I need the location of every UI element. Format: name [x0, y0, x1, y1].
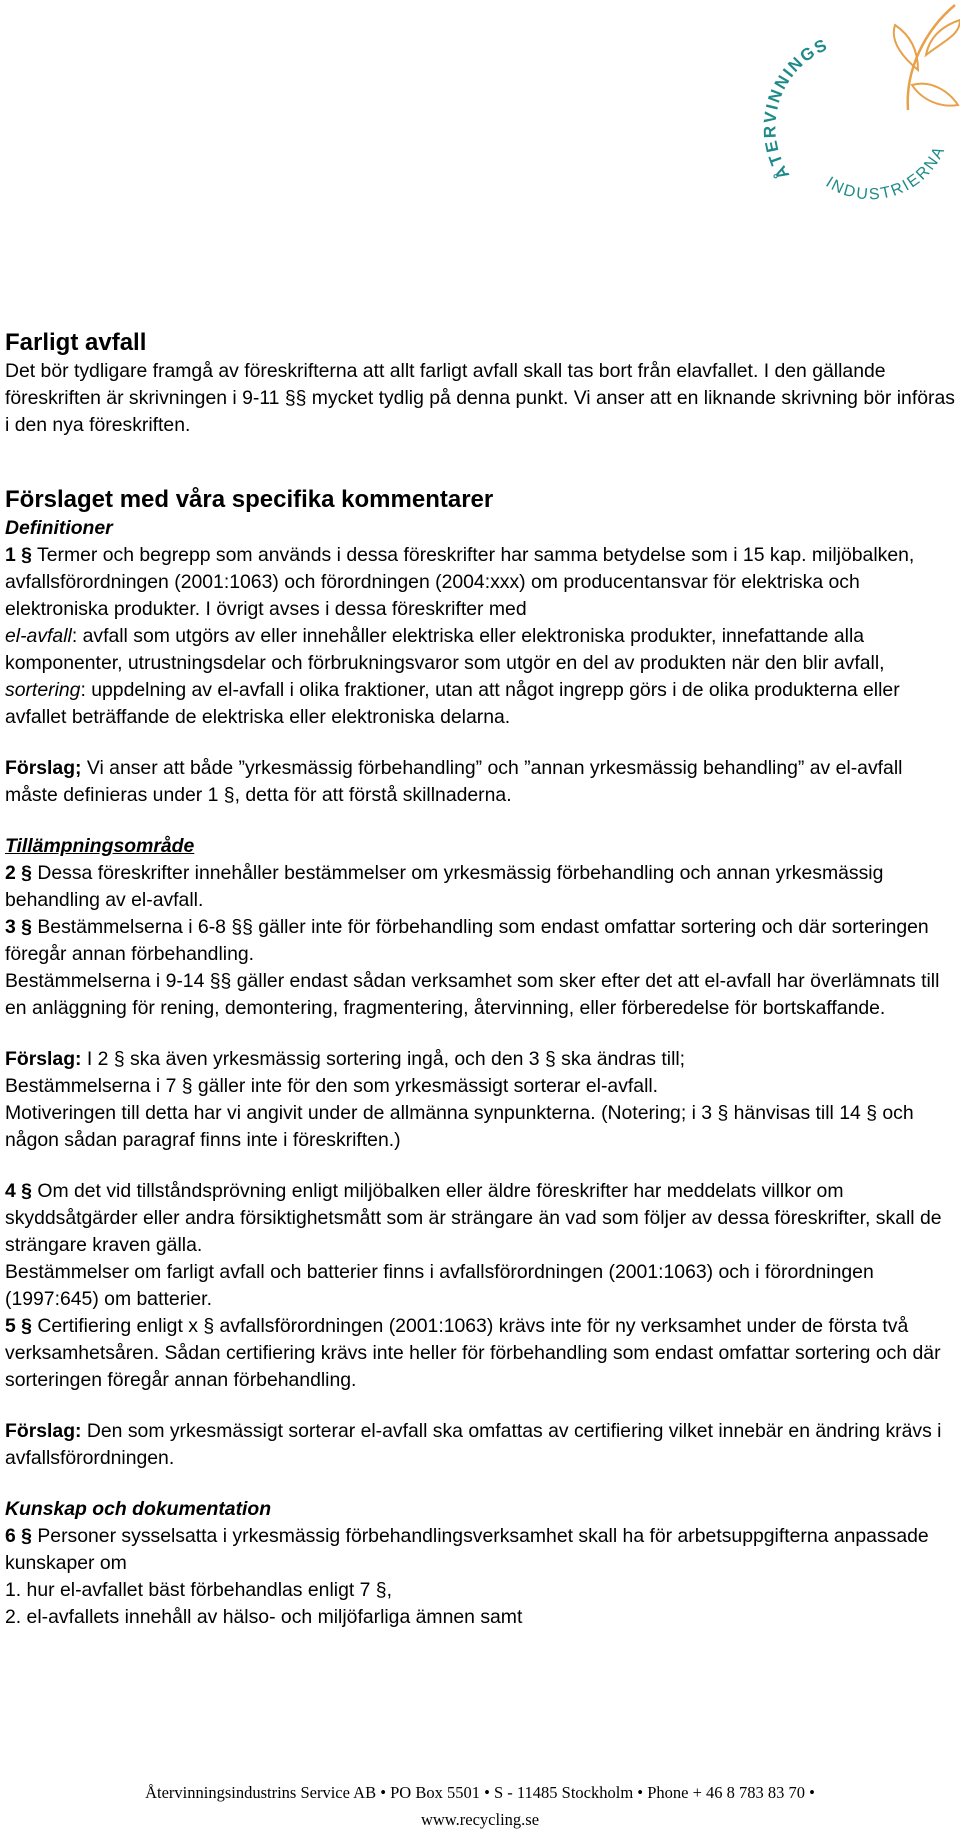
leaf-icon [894, 5, 960, 110]
paragraph-5-text: Certifiering enligt x § avfallsförordningen (2001:1063) krävs inte för ny verksamhet under de första två verksamhetsåren. Sådan certifiering krävs inte heller för förbehandling som endast omfattar sortering och där sorteringen föregår annan förbehandling. [5, 1315, 941, 1391]
definition-sortering-text: : uppdelning av el-avfall i olika fraktioner, utan att något ingrepp görs i de olika produkterna eller avfallet beträffande de elektriska eller elektroniska delarna. [5, 679, 900, 728]
paragraph-5-number: 5 § [5, 1315, 32, 1337]
tillampningsomrade-subheading: Tillämpningsområde [5, 835, 195, 857]
paragraph-4-number: 4 § [5, 1180, 32, 1202]
forslag-3 [5, 1418, 955, 1472]
forslag-1 [5, 755, 955, 809]
term-sortering: sortering [5, 679, 81, 701]
paragraph-3-text: Bestämmelserna i 6-8 §§ gäller inte för förbehandling som endast omfattar sortering och där sorteringen föregår annan förbehandling. [5, 916, 929, 965]
definition-sortering [5, 677, 955, 731]
list-item: 1. hur el-avfallet bäst förbehandlas enligt 7 §, [5, 1579, 392, 1601]
paragraph-4-text: Om det vid tillståndsprövning enligt miljöbalken eller äldre föreskrifter har meddelats villkor om skyddsåtgärder eller andra försiktighetsmått som är strängare än vad som följer av dessa föreskrifter, skall de strängare kraven gälla. [5, 1180, 942, 1256]
paragraph-5 [5, 1313, 955, 1394]
forslag-2-line-2: Bestämmelserna i 7 § gäller inte för den som yrkesmässigt sorterar el-avfall. [5, 1075, 659, 1097]
forslag-1-label: Förslag; [5, 757, 82, 779]
list-item: 2. el-avfallets innehåll av hälso- och miljöfarliga ämnen samt [5, 1606, 523, 1628]
forslag-2-text: I 2 § ska även yrkesmässig sortering ingå, och den 3 § ska ändras till; [81, 1048, 686, 1070]
paragraph-3-number: 3 § [5, 916, 32, 938]
paragraph-4-continued: Bestämmelser om farligt avfall och batterier finns i avfallsförordningen (2001:1063) och i förordningen (1997:645) om batterier. [5, 1261, 874, 1310]
paragraph-2-number: 2 § [5, 862, 32, 884]
kunskap-subheading: Kunskap och dokumentation [5, 1498, 272, 1520]
aterviningsindustrierna-logo [730, 0, 960, 230]
definition-el-avfall [5, 623, 955, 677]
svg-text:INDUSTRIERNA [823, 143, 949, 204]
forslaget-heading: Förslaget med våra specifika kommentarer [5, 486, 494, 513]
paragraph-6-number: 6 § [5, 1525, 32, 1547]
farligt-avfall-paragraph: Det bör tydligare framgå av föreskrifterna att allt farligt avfall skall tas bort från elavfallet. I den gällande föreskriften är skrivningen i 9-11 §§ mycket tydlig på denna punkt. Vi anser att en liknande skrivning bör införas i den nya föreskriften. [5, 360, 955, 436]
paragraph-1-text: Termer och begrepp som används i dessa föreskrifter har samma betydelse som i 15 kap. miljöbalken, avfallsförordningen (2001:1063) och förordningen (2004:xxx) om producentansvar för elektriska och elektroniska produkter. I övrigt avses i dessa föreskrifter med [5, 544, 915, 620]
paragraph-3 [5, 914, 955, 968]
definitioner-subheading: Definitioner [5, 517, 113, 539]
forslag-2 [5, 1046, 955, 1073]
forslag-2-line-3: Motiveringen till detta har vi angivit under de allmänna synpunkterna. (Notering; i 3 § hänvisas till 14 § och någon sådan paragraf finns inte i föreskriften.) [5, 1102, 914, 1151]
paragraph-3-continued: Bestämmelserna i 9-14 §§ gäller endast sådan verksamhet som sker efter det att el-avfall har överlämnats till en anläggning för rening, demontering, fragmentering, återvinning, eller förberedelse för bortskaffande. [5, 970, 940, 1019]
paragraph-2-text: Dessa föreskrifter innehåller bestämmelser om yrkesmässig förbehandling och annan yrkesmässig behandling av el-avfall. [5, 862, 884, 911]
footer-website[interactable]: www.recycling.se [420, 1810, 540, 1829]
term-el-avfall: el-avfall [5, 625, 72, 647]
logo-text-bottom: INDUSTRIERNA [822, 142, 949, 204]
paragraph-1 [5, 542, 955, 623]
paragraph-2 [5, 860, 955, 914]
paragraph-1-number: 1 § [5, 544, 32, 566]
paragraph-4 [5, 1178, 955, 1259]
forslag-3-label: Förslag: [5, 1420, 82, 1442]
logo-text-top: ÅTERVINNINGS [760, 34, 832, 183]
forslag-2-label: Förslag: [5, 1048, 82, 1070]
paragraph-6 [5, 1523, 955, 1577]
footer-address: Återvinningsindustrins Service AB • PO Box 5501 • S - 11485 Stockholm • Phone + 46 8 783 83 70 • [145, 1783, 815, 1802]
forslag-3-text: Den som yrkesmässigt sorterar el-avfall ska omfattas av certifiering vilket innebär en ändring krävs i avfallsförordningen. [5, 1420, 942, 1469]
svg-text:ÅTERVINNINGS [760, 35, 831, 183]
definition-el-avfall-text: : avfall som utgörs av eller innehåller elektriska eller elektroniska produkter, innefattande alla komponenter, utrustningsdelar och förbrukningsvaror som utgör en del av produkten när den blir avfall, [5, 625, 885, 674]
farligt-avfall-heading: Farligt avfall [5, 329, 147, 356]
forslag-1-text: Vi anser att både ”yrkesmässig förbehandling” och ”annan yrkesmässig behandling” av el-avfall måste definieras under 1 §, detta för att förstå skillnaderna. [5, 757, 903, 806]
paragraph-6-text: Personer sysselsatta i yrkesmässig förbehandlingsverksamhet skall ha för arbetsuppgifterna anpassade kunskaper om [5, 1525, 929, 1574]
document-body [5, 328, 955, 1631]
